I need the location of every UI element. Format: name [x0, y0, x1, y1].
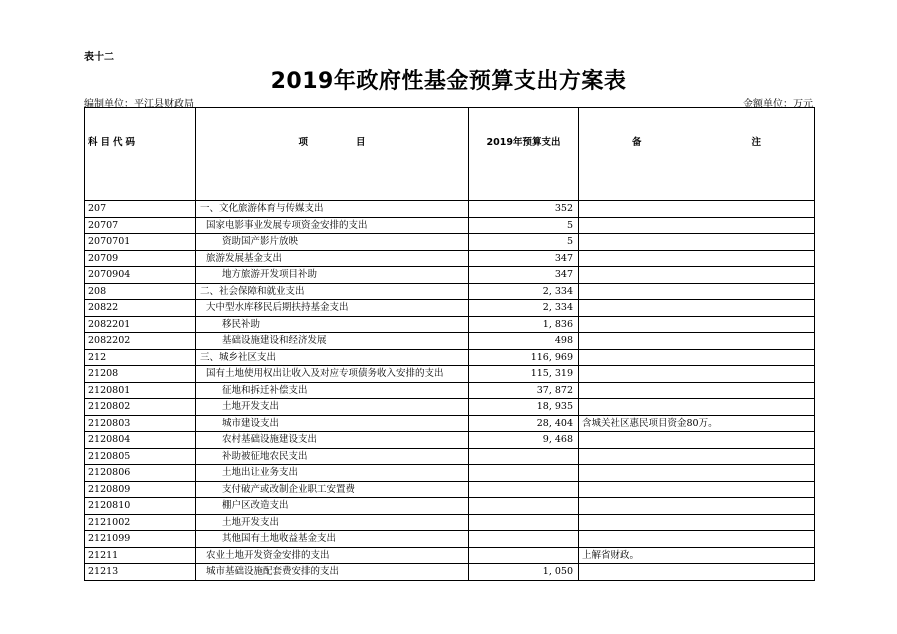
header-item-b: 目 [356, 137, 366, 148]
header-code: 科目代码 [85, 108, 196, 201]
table-row [85, 217, 815, 234]
cell-note [579, 300, 815, 317]
cell-item: 资助国产影片放映 [196, 234, 469, 251]
table-row [85, 531, 815, 548]
table-row [85, 366, 815, 383]
cell-item: 土地开发支出 [196, 399, 469, 416]
cell-note [579, 283, 815, 300]
cell-item: 支付破产或改制企业职工安置费 [196, 481, 469, 498]
cell-note [579, 366, 815, 383]
cell-code: 2121099 [85, 531, 196, 548]
budget-table [84, 107, 815, 581]
cell-code: 2120809 [85, 481, 196, 498]
cell-amount: 115, 319 [469, 366, 579, 383]
table-row [85, 564, 815, 581]
table-row [85, 300, 815, 317]
table-row [85, 201, 815, 218]
cell-amount: 37, 872 [469, 382, 579, 399]
cell-code: 212 [85, 349, 196, 366]
cell-note [579, 234, 815, 251]
page-title: 2019年政府性基金预算支出方案表 [270, 69, 627, 94]
cell-code: 208 [85, 283, 196, 300]
table-row [85, 547, 815, 564]
table-number: 表十二 [84, 52, 114, 63]
cell-amount: 2, 334 [469, 300, 579, 317]
cell-code: 21213 [85, 564, 196, 581]
cell-item: 土地开发支出 [196, 514, 469, 531]
cell-amount: 9, 468 [469, 432, 579, 449]
cell-amount [469, 514, 579, 531]
header-note [579, 108, 815, 201]
cell-item: 土地出让业务支出 [196, 465, 469, 482]
cell-amount: 5 [469, 234, 579, 251]
cell-code: 2082201 [85, 316, 196, 333]
cell-amount [469, 498, 579, 515]
table-row [85, 432, 815, 449]
table-row [85, 415, 815, 432]
cell-amount: 1, 836 [469, 316, 579, 333]
table-row [85, 498, 815, 515]
cell-amount: 2, 334 [469, 283, 579, 300]
cell-code: 2082202 [85, 333, 196, 350]
cell-item: 二、社会保障和就业支出 [196, 283, 469, 300]
cell-code: 207 [85, 201, 196, 218]
cell-note [579, 250, 815, 267]
cell-note [579, 564, 815, 581]
cell-amount: 498 [469, 333, 579, 350]
cell-code: 20707 [85, 217, 196, 234]
cell-amount: 116, 969 [469, 349, 579, 366]
cell-code: 21208 [85, 366, 196, 383]
cell-note [579, 349, 815, 366]
cell-note [579, 432, 815, 449]
header-note-b: 注 [751, 137, 762, 148]
cell-item: 基础设施建设和经济发展 [196, 333, 469, 350]
cell-note [579, 316, 815, 333]
cell-amount: 5 [469, 217, 579, 234]
cell-item: 旅游发展基金支出 [196, 250, 469, 267]
cell-item: 一、文化旅游体育与传媒支出 [196, 201, 469, 218]
table-row [85, 481, 815, 498]
cell-note [579, 217, 815, 234]
amount-unit: 金额单位：万元 [743, 99, 813, 110]
cell-item: 国有土地使用权出让收入及对应专项债务收入安排的支出 [196, 366, 469, 383]
cell-note [579, 465, 815, 482]
cell-amount [469, 465, 579, 482]
header-item-a: 项 [298, 137, 308, 148]
cell-amount [469, 481, 579, 498]
table-row [85, 514, 815, 531]
table-row [85, 234, 815, 251]
cell-code: 2120804 [85, 432, 196, 449]
cell-note: 含城关社区惠民项目资金80万。 [579, 415, 815, 432]
table-row [85, 448, 815, 465]
cell-item: 城市建设支出 [196, 415, 469, 432]
compiling-unit: 编制单位：平江县财政局 [84, 99, 194, 110]
cell-item: 国家电影事业发展专项资金安排的支出 [196, 217, 469, 234]
cell-item: 补助被征地农民支出 [196, 448, 469, 465]
cell-amount: 347 [469, 267, 579, 284]
cell-code: 21211 [85, 547, 196, 564]
cell-note [579, 399, 815, 416]
table-row [85, 316, 815, 333]
cell-item: 其他国有土地收益基金支出 [196, 531, 469, 548]
cell-note [579, 267, 815, 284]
cell-amount: 1, 050 [469, 564, 579, 581]
cell-code: 2120802 [85, 399, 196, 416]
header-amount: 2019年预算支出 [469, 108, 579, 201]
header-note-a: 备 [631, 137, 642, 148]
table-row [85, 333, 815, 350]
cell-amount [469, 547, 579, 564]
header-item [196, 108, 469, 201]
cell-code: 2120801 [85, 382, 196, 399]
table-row [85, 382, 815, 399]
cell-code: 2121002 [85, 514, 196, 531]
table-row [85, 349, 815, 366]
cell-note [579, 481, 815, 498]
table-row [85, 399, 815, 416]
cell-note [579, 382, 815, 399]
cell-amount [469, 448, 579, 465]
cell-code: 2070904 [85, 267, 196, 284]
cell-code: 2120810 [85, 498, 196, 515]
cell-code: 20709 [85, 250, 196, 267]
cell-item: 农村基础设施建设支出 [196, 432, 469, 449]
cell-item: 征地和拆迁补偿支出 [196, 382, 469, 399]
table-row [85, 465, 815, 482]
cell-code: 2120806 [85, 465, 196, 482]
cell-code: 20822 [85, 300, 196, 317]
cell-item: 农业土地开发资金安排的支出 [196, 547, 469, 564]
cell-item: 大中型水库移民后期扶持基金支出 [196, 300, 469, 317]
cell-code: 2070701 [85, 234, 196, 251]
table-row [85, 283, 815, 300]
cell-note [579, 201, 815, 218]
cell-item: 棚户区改造支出 [196, 498, 469, 515]
cell-code: 2120803 [85, 415, 196, 432]
cell-code: 2120805 [85, 448, 196, 465]
cell-note [579, 333, 815, 350]
cell-amount: 18, 935 [469, 399, 579, 416]
cell-item: 城市基础设施配套费安排的支出 [196, 564, 469, 581]
cell-note [579, 514, 815, 531]
cell-note [579, 531, 815, 548]
cell-note [579, 448, 815, 465]
table-row [85, 267, 815, 284]
cell-amount [469, 531, 579, 548]
table-row [85, 250, 815, 267]
cell-note: 上解省财政。 [579, 547, 815, 564]
cell-amount: 347 [469, 250, 579, 267]
cell-amount: 28, 404 [469, 415, 579, 432]
table-header-row [85, 108, 815, 201]
cell-note [579, 498, 815, 515]
cell-item: 三、城乡社区支出 [196, 349, 469, 366]
cell-amount: 352 [469, 201, 579, 218]
table-body [85, 201, 815, 581]
cell-item: 移民补助 [196, 316, 469, 333]
cell-item: 地方旅游开发项目补助 [196, 267, 469, 284]
